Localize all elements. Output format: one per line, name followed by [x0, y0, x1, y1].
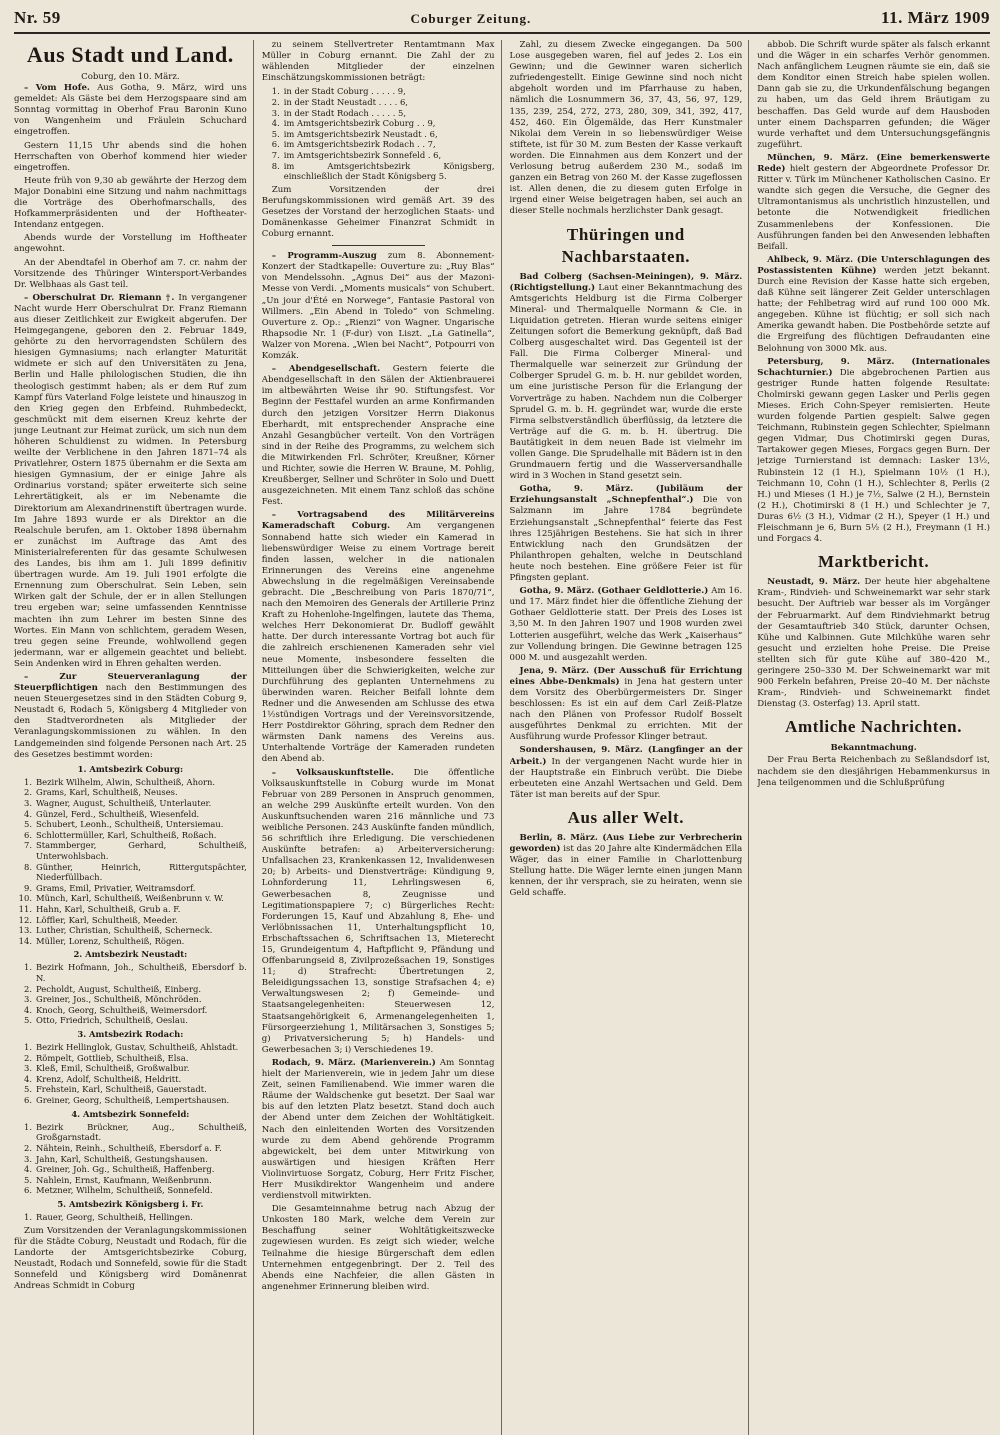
- article-text: Gestern 11,15 Uhr abends sind die hohen Herrschaften von Oberhof kommend hier wieder eingetroffen.: [14, 140, 247, 173]
- list-item-text: Wagner, August, Schultheiß, Unterlauter.: [36, 798, 212, 808]
- article-jena: [510, 666, 743, 744]
- article-gotha-lottery: [510, 586, 743, 664]
- list-item-number: 5.: [24, 1015, 32, 1026]
- article-text: Die öffentliche Volksauskunftstelle in Coburg wurde im Monat Februar von 289 Personen in Anspruch genommen, an welche 299 Auskünfte erteilt wurden. Von den Auskunftsuchenden waren 216 männliche und 73 weibliche Personen. 243 Auskünfte fanden mündlich, 56 schriftlich ihre Erledigung. Die verschiedenen Auskünfte betrafen: a) Arbeiterversicherung: Unfallsachen 23, Krankenkassen 12, Invalidenwesen 20; b) Arbeits- und Dienstverträge: Kündigung 9, Lohnforderung 11, Lehrlingswesen 6, Gewerbesachen 8, Zeugnisse und Legitimationspapiere 7; c) Bürgerliches Recht: Forderungen 15, Kauf und Abzahlung 8, Ehe- und Verlöbnissachen 11, Unterhaltungspflicht 10, Erbschaftssachen 6, Schriftsachen 13, Mieterecht 15, Grundeigentum 4, Haftpflicht 9, Pfändung und Offenbarungseid 8, Zivilprozeßsachen 19, Sonstiges 11; d) Strafrecht: Übertretungen 2, Beleidigungssachen 13, sonstige Strafsachen 4; e) Verwaltungswesen 2; f) Gemeinde- und Staatsangelegenheiten: Steuerwesen 12, Staatsangehörigkeit 6, Armenangelegenheiten 1, Fürsorgeerziehung 1, Militärsachen 3, Sonstiges 5; g) Privatversicherung 5; h) Handels- und Gewerbesachen 3; i) Verschiedenes 19.: [261, 767, 495, 1055]
- list-item: [14, 893, 247, 904]
- list-item: [14, 809, 247, 820]
- list-item: [14, 1143, 247, 1154]
- rubric: München, 9. März. (Eine bemerkenswerte Rede): [757, 152, 990, 175]
- list-item: [262, 108, 495, 119]
- list-item: [14, 925, 247, 936]
- list-item: [262, 97, 495, 108]
- article-text: Aus Gotha, 9. März, wird uns gemeldet: Als Gäste bei dem Herzogspaare sind am Sonntag vormittag in Oberhof Frau Baronin Kuno von Wangenheim und Fräulein Schuchard eingetroffen.: [14, 83, 247, 138]
- list-item-number: 2.: [24, 983, 32, 994]
- article-text: abbob. Die Schrift wurde später als falsch erkannt und die Wäger in ein scharfes Verhör genommen. Nach anfänglichem Leugnen räumte sie ein, daß sie dem Konditor einen Streich habe spielen wollen. Dann gab sie zu, die Urkundenfälschung begangen zu haben, um das Geld ihrem Bräutigam zu beschaffen. Das Geld wurde auf dem Hausboden unter einem Dachsparren gefunden; die Wäger wurde verhaftet und dem Untersuchungsgefängnis zugeführt.: [757, 40, 990, 150]
- list-item-text: Jahn, Karl, Schultheiß, Gestungshausen.: [36, 1153, 208, 1164]
- rubric: Ahlbeck, 9. März. (Die Unterschlagungen des Postassistenten Kühne): [757, 254, 990, 276]
- article-text: werden jetzt bekannt. Durch eine Revision der Kasse hatte sich ergeben, daß Kühne seit längerer Zeit Gelder unterschlagen hatte; der Fehlbetrag wird auf rund 100 000 Mk. angegeben. Kühne ist flüchtig; er soll sich nach Amerika gewandt haben. Die Postbehörde setzte auf die Ergreifung des flüchtigen Defraudanten eine Belohnung von 3000 Mk. aus.: [757, 265, 990, 354]
- list-item-text: Metzner, Wilhelm, Schultheiß, Sonnefeld.: [36, 1185, 213, 1196]
- list-item: [14, 1042, 247, 1053]
- article-text: ist das 20 Jahre alte Kindermädchen Ella Wäger, das in einer Familie in Charlottenburg Stellung hatte. Die Wäger lernte einen jungen Mann kennen, der ihr versprach, sie zu heiraten, wenn sie Geld schaffe.: [509, 844, 743, 899]
- list-item-text: Hahn, Karl, Schultheiß, Grub a. F.: [36, 903, 181, 914]
- list-item: [14, 936, 247, 947]
- list-item-text: Grams, Emil, Privatier, Weitramsdorf.: [36, 882, 196, 893]
- district-title: 5. Amtsbezirk Königsberg i. Fr.: [57, 1198, 204, 1209]
- list-item-number: 4.: [24, 1164, 32, 1175]
- list-item-number: 8.: [24, 861, 32, 872]
- list-item: [14, 994, 247, 1005]
- rubric: Bad Colberg (Sachsen-Meiningen), 9. März. (Richtigstellung.): [509, 271, 743, 293]
- commission-counts: [262, 86, 495, 181]
- list-item-number: 7.: [24, 840, 32, 851]
- list-item: [262, 150, 495, 161]
- list-item-number: 3.: [24, 798, 32, 808]
- rubric: Neustadt, 9. März.: [767, 577, 861, 588]
- list-item: [14, 1063, 247, 1074]
- masthead: [14, 8, 990, 28]
- list-item: [14, 862, 247, 883]
- list-item-text: Bezirk Hellinglok, Gustav, Schultheiß, Ahlstadt.: [36, 1042, 239, 1053]
- list-item-number: 6.: [271, 139, 280, 150]
- article-text: Die Gesamteinnahme betrug nach Abzug der Unkosten 180 Mark, welche dem Verein zur Beschaffung seiner Wohltätigkeitszwecke zugewiesen wurden. Es zeigt sich wieder, welche Teilnahme die hiesige Bürgerschaft dem edlen Unternehmen entgegenbringt. Der 2. Teil des Abends eine Nachfeier, die allen Gästen in angenehmer Erinnerung bleiben wird.: [261, 1204, 495, 1292]
- list-item: [14, 798, 247, 809]
- list-item-text: Greiner, Jos., Schultheiß, Mönchröden.: [36, 994, 202, 1005]
- list-item: [262, 118, 495, 129]
- article-market: [757, 577, 990, 710]
- list-item-number: 13.: [18, 925, 32, 936]
- list-item-number: 12.: [18, 914, 32, 925]
- article-military: [262, 510, 495, 765]
- rubric: – Vom Hofe.: [24, 83, 90, 94]
- rubric: – Programm-Auszug: [271, 251, 377, 262]
- section-title-world: Aus aller Welt.: [567, 807, 685, 827]
- article-info: [262, 768, 495, 1056]
- rubric: Jena, 9. März. (Der Ausschuß für Errichtung eines Abbe-Denkmals): [509, 665, 743, 687]
- article-text: Am Sonntag hielt der Marienverein, wie in jedem Jahr um diese Zeit, seinen Familienabend. Wie immer waren die Räume der Waldschenke gut besetzt. Der Saal war bis auf den letzten Platz besetzt. Stand doch auch der Abend unter dem Zeichen der Wohltätigkeit. Nach den einleitenden Worten des Vorsitzenden wurde zu dem Abend gehörende Programm abgewickelt, bei dem unter Mitwirkung von auswärtigen und hiesigen Kräften Herr Violinvirtuose Sorgatz, Coburg, Herr Fritz Fischer, Herr Musikdirektor Wangenheim und andere verdienstvoll mitwirkten.: [261, 1057, 495, 1202]
- article-text: Am 16. und 17. März findet hier die öffentliche Ziehung der Gothaer Geldlotterie statt. Der Preis des Loses ist 3,50 M. In den Jahren 1907 und 1908 wurden zwei Lotterien ausgeführt, welche das Werk „Kaiserhaus“ zur Vollendung bringen. Die Gewinne betragen 125 000 M. und ausgezahlt werden.: [509, 586, 743, 663]
- district-list-3: [14, 1042, 247, 1106]
- article-text: zum 8. Abonnement-Konzert der Stadtkapelle: Ouverture zu: „Ruy Blas“ von Mendelssohn. „Agnus Dei“ aus der Mazoni-Messe von Verdi. „Moments musicals“ von Schubert. „Un jour d'Été en Norwege“, Fantasie Pastoral von Willmers. „Ein Abend in Toledo“ von Schmeling. Ouverture z. Op.: „Rienzi“ von Wagner. Ungarische Rhapsodie Nr. 1 (F-dur) von Liszt. „La Gatinella“, Walzer von Morena. „Wien bei Nacht“, Potpourri von Komzák.: [261, 251, 495, 362]
- list-item-number: 3.: [24, 994, 32, 1005]
- list-item-text: Nähtein, Reinh., Schultheiß, Ebersdorf a. F.: [36, 1142, 222, 1153]
- rubric: – Zur Steuerveranlagung der Steuerpflichtigen: [14, 671, 247, 694]
- list-item-number: 3.: [24, 1153, 32, 1164]
- list-item-text: Bezirk Wilhelm, Alwin, Schultheiß, Ahorn.: [36, 776, 216, 787]
- district-list-2: [14, 962, 247, 1026]
- list-item-text: im Amtsgerichtsbezirk Coburg . . 9,: [283, 118, 436, 129]
- list-item-text: Kleß, Emil, Schultheiß, Großwalbur.: [36, 1063, 190, 1074]
- announcement-title: Bekanntmachung.: [830, 742, 917, 753]
- article-text: in Jena hat gestern unter dem Vorsitz des Oberbürgermeisters Dr. Singer beschlossen: Es ist ein auf dem Carl Zeiß-Platze nach den Plänen von Professor Rudolf Bosselt ausgeführtes Denkmal zu errichten. Mit der Ausführung wurde Professor Klinger betraut.: [509, 676, 743, 743]
- article-text: Gestern feierte die Abendgesellschaft in den Sälen der Aktienbrauerei im altbewährten Weise ihr 90. Stiftungsfest. Vor Beginn der Festtafel wurden an arme Konfirmanden durch den jetzigen Vorsitzer Herrn Diakonus Eberhardt, mit entsprechender Ansprache eine Anzahl Gesangbücher verteilt. Von den Vorträgen sind in der Reihe des Programms, zu welchem sich die Mitwirkenden Frl. Schröter, Kreußner, Körner und Richter, sowie die Herren W. Braune, M. Pohlig, Kreußberger, Sellner und Schröter in Solo und Duett ausgezeichneten. Mit einem Tanz schloß das schöne Fest.: [261, 364, 495, 508]
- article-colberg: [510, 272, 743, 483]
- rubric: Gotha, 9. März. (Gothaer Geldlotterie.): [519, 586, 709, 597]
- article-text: Der heute hier abgehaltene Kram-, Rindvieh- und Schweinemarkt war sehr stark besucht. Der Auftrieb war besser als im Vorgänger der Februarmarkt. Auf dem Rindviehmarkt betrug der Gesamtauftrieb 340 Stück, darunter Ochsen, Kühe und Kalbinnen. Gute Milchkühe waren sehr gesucht und erzielten hohe Preise. Die Preise stellten sich für gute Kühe auf 380–420 M., geringere 250–330 M. Der Schweinemarkt war mit 900 Ferkeln befahren, Preise 20–40 M. Der nächste Kram-, Rindvieh- und Schweinemarkt findet Dienstag (3. Osterfag) 13. April statt.: [757, 577, 990, 710]
- article-text: Zahl, zu diesem Zwecke eingegangen. Da 500 Lose ausgegeben waren, fiel auf jedes 2. Los ein Gewinn; und die Gewinner waren sicherlich zufriedengestellt. Einige Gewinne sind noch nicht abgeholt worden und im Pfarrhause zu haben, nämlich die Losnummern 36, 37, 43, 56, 97, 129, 135, 239, 254, 272, 273, 280, 309, 341, 392, 417, 452, 460. Ein Ölgemälde, das Herr Kunstmaler Nikolai dem Verein in so liebenswürdiger Weise stiftete, ist für 30 M. zum Besten der Kasse verkauft worden. Die Einnahmen aus dem Konzert und der Verlosung betrug außerdem 230 M., sodaß im ganzen ein Betrag von 260 M. der Kasse zugeflossen ist. Allen denen, die zu diesem guten Erfolge in irgend einer Weise beigetragen haben, sei auch an dieser Stelle nochmals herzlichster Dank gesagt.: [509, 40, 743, 217]
- list-item-number: 11.: [18, 903, 32, 914]
- list-item-number: 3.: [271, 107, 280, 118]
- list-item: [14, 840, 247, 861]
- rubric: Rodach, 9. März. (Marienverein.): [271, 1057, 436, 1068]
- list-item-text: Knoch, Georg, Schultheiß, Weimersdorf.: [36, 1004, 208, 1015]
- list-item-text: Schubert, Leonh., Schultheiß, Untersiemau.: [36, 819, 224, 830]
- list-item-text: im Amtsgerichtsbezirk Neustadt . 6,: [283, 128, 438, 139]
- list-item: [14, 904, 247, 915]
- list-item-text: Bezirk Hofmann, Joh., Schultheiß, Ebersdorf b. N.: [36, 962, 247, 983]
- list-item-number: 5.: [271, 128, 280, 139]
- article-text: nach den Bestimmungen des neuen Steuergesetzes sind in den Städten Coburg 9, Neustadt 6, Rodach 5, Königsberg 4 Mitglieder von den Stadtverordneten als Mitglieder der Veranlagungskommissionen zu wählen. In den Landgemeinden sind folgende Personen nach Art. 25 des Gesetzes bestimmt worden:: [14, 683, 247, 760]
- rubric: – Vortragsabend des Militärvereins Kameradschaft Coburg.: [261, 510, 495, 532]
- article-berlin: [510, 833, 743, 900]
- list-item-number: 1.: [24, 962, 32, 973]
- list-item-text: Frehstein, Karl, Schultheiß, Gauerstadt.: [36, 1084, 207, 1095]
- list-item: [14, 1164, 247, 1175]
- section-title-market: Marktbericht.: [818, 552, 930, 572]
- list-item-number: 5.: [24, 1174, 32, 1185]
- list-item-number: 6.: [24, 829, 32, 840]
- list-item: [262, 139, 495, 150]
- rubric: Berlin, 8. März. (Aus Liebe zur Verbrecherin geworden): [509, 832, 743, 854]
- column-2: [262, 40, 502, 1435]
- list-item-text: in der Stadt Rodach . . . . . 5,: [283, 107, 407, 118]
- list-item-text: Stammberger, Gerhard, Schultheiß, Unterwohlsbach.: [36, 840, 247, 861]
- list-item: [14, 962, 247, 983]
- list-item-text: Krenz, Adolf, Schultheiß, Heldritt.: [36, 1073, 182, 1084]
- list-item-number: 2.: [24, 1052, 32, 1063]
- list-item-text: Pecholdt, August, Schultheiß, Einberg.: [36, 983, 201, 994]
- list-item-text: Bezirk Brückner, Aug., Schultheiß, Großgarnstadt.: [36, 1121, 247, 1143]
- rubric: Gotha, 9. März. (Jubiläum der Erziehungsanstalt „Schnepfenthal“.): [509, 484, 743, 506]
- list-item-text: in der Stadt Neustadt . . . . 6,: [283, 96, 408, 107]
- list-item-number: 10.: [18, 893, 32, 904]
- list-item-text: Otto, Friedrich, Schultheiß, Oeslau.: [36, 1015, 188, 1026]
- district-title: 4. Amtsbezirk Sonnefeld:: [71, 1108, 190, 1119]
- columns: [14, 40, 990, 1435]
- list-item: [14, 1084, 247, 1095]
- list-item-text: Rauer, Georg, Schultheiß, Hellingen.: [36, 1211, 193, 1222]
- column-3: [510, 40, 750, 1435]
- list-item-text: in der Stadt Coburg . . . . . 9,: [283, 86, 406, 97]
- list-item-number: 14.: [18, 935, 32, 946]
- list-item-number: 5.: [24, 819, 32, 830]
- section-title-thuringia: Thüringen und Nachbarstaaten.: [561, 224, 691, 266]
- list-item: [14, 984, 247, 995]
- list-item: [14, 915, 247, 926]
- article-sondershausen: [510, 745, 743, 800]
- rubric: – Oberschulrat Dr. Riemann †.: [24, 292, 175, 303]
- list-item-text: Luther, Christian, Schultheiß, Scherneck.: [36, 925, 213, 936]
- list-item-number: 4.: [24, 808, 32, 819]
- article-text: In vergangener Nacht wurde Herr Oberschulrat Dr. Franz Riemann aus dieser Zeitlichkeit zur Ewigkeit abgerufen. Der Heimgegangene, geboren den 2. Februar 1849, gehörte zu den hervorragendsten Schülern des hiesigen Gymnasiums; nach erlangter Maturität widmete er sich auf den Universitäten zu Jena, Berlin und Halle philologischen Studien, die ihn theologisch gestimmt haben; als er dem Ruf zum Kampf fürs Vaterland Folge leistete und hinauszog in den Krieg gegen den Erbfeind. Ruhmbedeckt, geschmückt mit dem eisernen Kreuz kehrte der junge Leutnant zur Heimat zurück, um sich nun dem höheren Schuldienst zu widmen. In Petersburg weilte der Verblichene in den Jahren 1871–74 als Privatlehrer, Ostern 1875 übernahm er die Sexta am hiesigen Gymnasium, der er einige Jahre als Ordinarius vorstand; später erweiterte sich seine Lehrertätigkeit, als er im Nebenamte die Direktorium am Alexandrinenstift übertragen wurde. Im Jahre 1893 wurde er als Direktor an die Realschule berufen, am 1. Oktober 1898 übernahm er zunächst im Auftrage das Amt des Ministerialreferenten für das gesamte Schulwesen des Landes, bis ihm am 1. Juli 1899 definitiv übertragen wurde. Am 19. Juli 1901 erfolgte die Ernennung zum Oberschulrat. Sein Leben, sein Wirken galt der Schule, der er in allen Stellungen treu ergeben war; seine umfassenden Kenntnisse machten ihn zum Lehrer im besten Sinne des Wortes. Ein Mann von schlichtem, geradem Wesen, treu gegen seine Freunde, wohlwollend gegen jedermann, war er allgemein geachtet und beliebt. Sein Andenken wird in Ehren gehalten werden.: [14, 292, 247, 669]
- issue-number: Nr. 59: [14, 8, 61, 27]
- list-item-text: im Amtsgerichtsbezirk Sonnefeld . 6,: [283, 149, 442, 160]
- dateline: Coburg, den 10. März.: [81, 72, 180, 82]
- district-title: 1. Amtsbezirk Coburg:: [77, 763, 184, 774]
- column-1: [14, 40, 254, 1435]
- article-text: In der vergangenen Nacht wurde hier in der Hauptstraße ein Einbruch verübt. Die Diebe erbeuteten eine Anzahl Wertsachen und Geld. Dem Täter ist man bereits auf der Spur.: [509, 756, 743, 800]
- list-item-number: 1.: [271, 86, 280, 97]
- section-title-official: Amtliche Nachrichten.: [785, 717, 963, 737]
- article-text: zu seinem Stellvertreter Rentamtmann Max Müller in Coburg ernannt. Die Zahl der zu wählenden Mitglieder der einzelnen Einschätzungskommissionen beträgt:: [261, 40, 495, 84]
- list-item-text: Nahlein, Ernst, Kaufmann, Weißenbrunn.: [36, 1174, 212, 1185]
- list-item: [262, 161, 495, 182]
- list-item-number: 6.: [24, 1095, 32, 1106]
- district-title: 2. Amtsbezirk Neustadt:: [73, 949, 188, 960]
- list-item: [14, 777, 247, 788]
- list-item-text: Greiner, Joh. Gg., Schultheiß, Haffenberg.: [36, 1164, 215, 1175]
- rubric: Petersburg, 9. März. (Internationales Schachturnier.): [757, 356, 990, 378]
- list-item: [14, 787, 247, 798]
- article-ahlbeck: [757, 255, 990, 355]
- article-text: Abends wurde der Vorstellung im Hoftheater angewohnt.: [14, 233, 247, 255]
- article-court: [14, 83, 247, 138]
- rubric: – Volksauskunftstelle.: [271, 767, 394, 778]
- article-text: Die abgebrochenen Partien aus gestriger Runde hatten folgende Resultate: Cholmirski gewann gegen Lasker und Perlis gegen Mieses. Erich Cohn-Speyer remisierten. Heute wurden folgende Partien gespielt: Salwe gegen Teichmann, Rubinstein gegen Schlechter, Spielmann gegen Vidmar, Dus Chotimirski gegen Duras, Tartakower gegen Mieses, Forgacs gegen Burn. Der jetzige Turnierstand ist demnach: Lasker 13½, Rubinstein 12 (1 H.), Spielmann 10½ (1 H.), Teichmann 10, Cohn (1 H.), Schlechter 8, Perlis (2 H.) und Mieses (1 H.) je 7½, Salwe (2 H.), Bernstein (2 H.), Chotimirski 8 (1 H.) und Schlechter je 7, Duras 6½ (3 H.), Vidmar (2 H.), Speyer (1 H.) und Fleischmann je 6, Burn 5½ (2 H.), Freymann (1 H.) und Forgacs 4.: [757, 367, 990, 545]
- list-item-number: 1.: [24, 1211, 32, 1222]
- list-item-text: Müller, Lorenz, Schultheiß, Rögen.: [36, 935, 185, 946]
- list-item: [14, 1122, 247, 1143]
- list-item: [14, 883, 247, 894]
- list-item-text: Greiner, Georg, Schultheiß, Lempertshausen.: [36, 1095, 230, 1106]
- list-item: [14, 1185, 247, 1196]
- list-item: [14, 1175, 247, 1186]
- list-item-number: 2.: [24, 787, 32, 798]
- article-text: hielt gestern der Abgeordnete Professor Dr. Ritter v. Türk im Münchener Katholischen Casino. Er wandte sich gegen die Versuche, die Gegner des Ultramontanismus als unchristlich hinzustellen, und betonte die Notwendigkeit friedlichen Zusammenlebens der Konfessionen. Die Ausführungen fanden bei den Anwesenden lebhaften Beifall.: [757, 164, 990, 252]
- article-text: Zum Vorsitzenden der Veranlagungskommissionen für die Städte Coburg, Neustadt und Rodach, für die Landorte der Amtsgerichtsbezirke Coburg, Neustadt, Rodach und Sonnefeld, sowie für die Stadt Sonnefeld und Königsberg wird Domänenrat Andreas Schmidt in Coburg: [14, 1225, 247, 1292]
- list-item-number: 8.: [271, 160, 280, 171]
- list-item: [14, 1095, 247, 1106]
- list-item-number: 4.: [24, 1073, 32, 1084]
- list-item: [262, 86, 495, 97]
- list-item-number: 6.: [24, 1185, 32, 1196]
- district-list-1: [14, 777, 247, 947]
- list-item-number: 1.: [24, 1121, 32, 1132]
- issue-date: 11. März 1909: [881, 8, 990, 27]
- article-obituary: [14, 293, 247, 670]
- newspaper-title: Coburger Zeitung.: [410, 11, 532, 26]
- district-title: 3. Amtsbezirk Rodach:: [77, 1028, 184, 1039]
- district-list-4: [14, 1122, 247, 1196]
- divider: [332, 245, 425, 246]
- article-text: Der Frau Berta Reichenbach zu Seßlandsdorf ist, nachdem sie den diesjährigen Hebammenkursus in Jena teilgenommen und die Schlußprüfung: [757, 755, 990, 788]
- list-item-number: 2.: [271, 96, 280, 107]
- district-list-5: [14, 1212, 247, 1223]
- list-item: [14, 1074, 247, 1085]
- masthead-rule: [14, 32, 990, 34]
- list-item-text: Schlottermüller, Karl, Schultheiß, Roßach.: [36, 829, 217, 840]
- article-tax: [14, 672, 247, 761]
- list-item-number: 7.: [271, 149, 280, 160]
- list-item-number: 2.: [24, 1142, 32, 1153]
- list-item-number: 1.: [24, 776, 32, 787]
- list-item-text: Günzel, Ferd., Schultheiß, Wiesenfeld.: [36, 808, 200, 819]
- list-item-number: 3.: [24, 1063, 32, 1074]
- list-item-number: 4.: [24, 1004, 32, 1015]
- article-program: [262, 251, 495, 362]
- list-item-text: Grams, Karl, Schultheiß, Neuses.: [36, 787, 178, 798]
- article-gotha-school: [510, 484, 743, 584]
- article-text: Laut einer Bekanntmachung des Amtsgerichts Heldburg ist die Firma Colberger Mineral- und Thermalquelle Normann & Cie. in Liquidation getreten. Hieran wurde seitens einiger Zeitungen sofort die Bemerkung geknüpft, daß Bad Colberg ausgeschaltet wird. Das Gegenteil ist der Fall. Die Firma Colberger Mineral- und Thermalquelle war seinerzeit zur Gründung der Colberger Sprudel G. m. b. H. nur gebildet worden, um eine juristische Person für die Erlangung der Vorverträge zu haben. Nachdem nun die Colberger Sprudel G. m. b. H. gegründet war, wurde die erste Firma selbstverständlich überflüssig, da letztere die Verträge auf die G. m. b. H. übertrug. Die Bautätigkeit in dem neuen Bade ist vielmehr im vollen Gange. Die Sprudelhalle mit Bädern ist in den Grundmauern fertig und die Wasserversandhalle wird in 3 Wochen in Stand gesetzt sein.: [509, 282, 743, 482]
- list-item: [14, 1015, 247, 1026]
- rubric: Sondershausen, 9. März. (Langfinger an der Arbeit.): [509, 745, 743, 767]
- list-item-number: 9.: [24, 882, 32, 893]
- list-item-text: Münch, Karl, Schultheiß, Weißenbrunn v. W.: [36, 893, 224, 904]
- rubric: – Abendgesellschaft.: [271, 364, 381, 375]
- list-item: [14, 819, 247, 830]
- list-item: [14, 1154, 247, 1165]
- list-item: [14, 1212, 247, 1223]
- list-item: [14, 1053, 247, 1064]
- list-item-text: im Amtsgerichtsbezirk Rodach . . 7,: [283, 139, 436, 150]
- article-text: Am vergangenen Sonnabend hatte sich wieder ein Kamerad in liebenswürdiger Weise zu einem Vortrage bereit finden lassen, welcher in die nationalen Erinnerungen des Vereins eine angenehme Abwechslung in die regelmäßigen Vereinsabende gebracht. Die „Beschreibung von Paris 1870/71“, nach den Memoiren des Generals der Artillerie Prinz Kraft zu Hohenlohe-Ingelfingen, lautete das Thema, welches Herr Dekonomierat Dr. Budloff gewählt hatte. Der durch interessante Vortrag bot auch für die zahlreich erschienenen Kameraden sehr viel neue Momente, insbesondere fesselten die Mitteilungen über die Schwierigkeiten, welche zur Durchführung des geplanten Unternehmens zu überwinden waren. Reicher Beifall lohnte dem Redner und die Anwesenden am Schlusse des etwa 1½stündigen Vortrags und der Vereinsvorsitzende, Herr Postdirektor Göhring, sprach dem Redner den wärmsten Dank namens des Vereins aus. Unterhaltende Vorträge der Kameraden rundeten den Abend ab.: [261, 521, 495, 765]
- list-item-text: Günther, Heinrich, Rittergutspächter, Niederfüllbach.: [36, 861, 247, 883]
- section-title-local: Aus Stadt und Land.: [26, 42, 234, 67]
- list-item-number: 4.: [271, 118, 280, 129]
- list-item-text: Römpelt, Gottlieb, Schultheiß, Elsa.: [36, 1052, 189, 1063]
- list-item-number: 1.: [24, 1042, 32, 1053]
- article-munich: [757, 153, 990, 253]
- article-text: An der Abendtafel in Oberhof am 7. cr. nahm der Vorsitzende des Thüringer Wintersport-Verbandes Dr. Welbhaas als Gast teil.: [14, 257, 247, 290]
- list-item: [14, 830, 247, 841]
- column-4: [757, 40, 990, 1435]
- list-item-text: im Amtsgerichtsbezirk Königsberg, einschließlich der Stadt Königsberg 5.: [283, 160, 495, 182]
- article-chess: [757, 357, 990, 546]
- list-item-number: 5.: [24, 1084, 32, 1095]
- article-text: Zum Vorsitzenden der drei Berufungskommissionen wird gemäß Art. 39 des Gesetzes der Vorstand der herzoglichen Staats- und Domänenkasse Geheimer Finanzrat Schmidt in Coburg ernannt.: [261, 184, 495, 240]
- list-item-text: Löffler, Karl, Schultheiß, Meeder.: [36, 914, 178, 925]
- article-society: [262, 364, 495, 508]
- article-text: Heute früh von 9,30 ab gewährte der Herzog dem Major Donabini eine Sitzung und nahm nachmittags die Vorträge des Oberhofmarschalls, des Hofkammerpräsidenten und der Hoftheater-Intendanz entgegen.: [14, 175, 247, 231]
- list-item: [14, 1005, 247, 1016]
- article-rodach: [262, 1058, 495, 1202]
- list-item: [262, 129, 495, 140]
- article-text: Die von Salzmann im Jahre 1784 begründete Erziehungsanstalt „Schnepfenthal“ feierte das Fest ihres 125jährigen Bestehens. Sie hat sich in ihrer Entwicklung nach den Grundsätzen der Philanthropen gehalten, welche in Deutschland heute noch bestehen. Eine größere Feier ist für Pfingsten geplant.: [509, 495, 743, 584]
